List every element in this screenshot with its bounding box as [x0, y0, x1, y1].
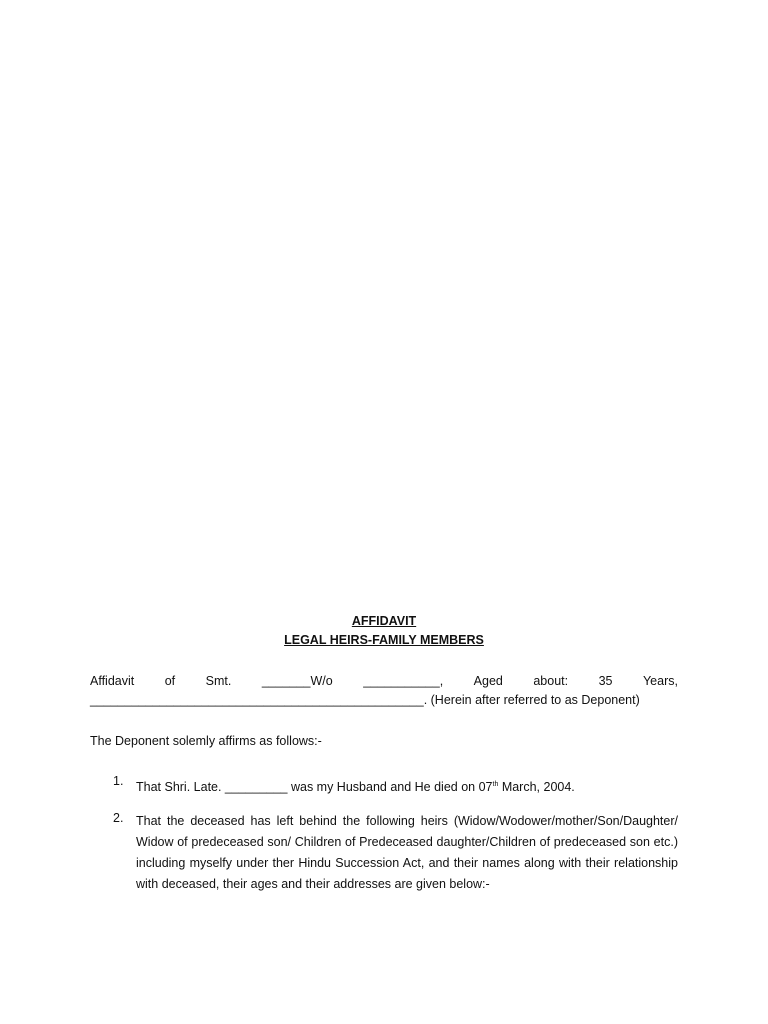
- document-title: AFFIDAVIT: [351, 614, 417, 628]
- intro-word: 35: [598, 674, 613, 688]
- list-item: [113, 774, 678, 798]
- intro-word: _______W/o: [261, 674, 333, 688]
- intro-word: Aged: [473, 674, 503, 688]
- list-item-text: [136, 774, 678, 798]
- list-item-number: 1.: [113, 774, 124, 788]
- ordinal-suffix: th: [492, 781, 499, 788]
- intro-word: ___________,: [363, 674, 444, 688]
- document-subtitle: LEGAL HEIRS-FAMILY MEMBERS: [284, 633, 484, 647]
- list-item-text: That the deceased has left behind the following heirs (Widow/Wodower/mother/Son/Daughter/ Widow of predeceased son/ Children of Predeceased daughter/Children of predeceased son etc.) including myselfy under ther Hindu Succession Act, and their names along with their relationship with deceased, their ages and their addresses are given below:-: [136, 814, 678, 891]
- intro-word: Smt.: [205, 674, 232, 688]
- list-item-number: 2.: [113, 811, 124, 825]
- list-item-text-part: March, 2004.: [498, 780, 575, 795]
- intro-line-1: [90, 674, 678, 688]
- list-item-text-part: That Shri. Late. _________ was my Husband and He died on 07: [136, 780, 493, 795]
- intro-line-2: ________________________________________________. (Herein after referred to as Deponent): [90, 693, 640, 707]
- intro-word: Years,: [642, 674, 678, 688]
- affirm-line: The Deponent solemly affirms as follows:-: [90, 734, 322, 748]
- intro-word: Affidavit: [90, 674, 135, 688]
- intro-word: about:: [533, 674, 569, 688]
- intro-word: of: [164, 674, 176, 688]
- list-item: [113, 811, 678, 895]
